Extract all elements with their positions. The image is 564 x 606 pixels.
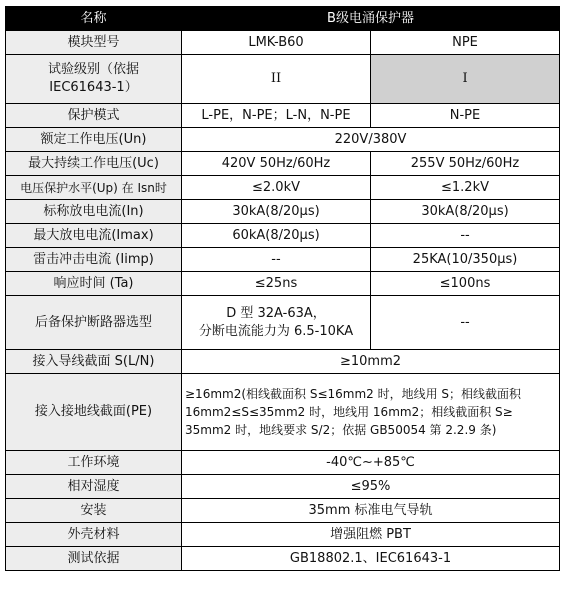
row-label-line: 试验级别（依据: [47, 62, 139, 77]
row-label: 接入导线截面 S(L/N): [6, 350, 182, 374]
value-merged: 增强阻燃 PBT: [182, 523, 560, 547]
row-label: 最大放电电流(Imax): [6, 224, 182, 248]
value-a: ≤2.0kV: [182, 176, 371, 200]
value-b: --: [371, 296, 560, 350]
value-b: --: [371, 224, 560, 248]
value-a-line: D 型 32A-63A，: [226, 305, 326, 321]
value-a: L-PE，N-PE；L-N，N-PE: [182, 104, 371, 128]
table-row: [6, 350, 560, 374]
value-merged: 220V/380V: [182, 128, 560, 152]
row-label: 额定工作电压(Un): [6, 128, 182, 152]
table-row: [6, 224, 560, 248]
value-b: ≤1.2kV: [371, 176, 560, 200]
row-label: 最大持续工作电压(Uc): [6, 152, 182, 176]
row-label: 相对湿度: [6, 475, 182, 499]
value-a: LMK-B60: [182, 31, 371, 55]
table-row: [6, 523, 560, 547]
row-label: 外壳材料: [6, 523, 182, 547]
table-row: [6, 374, 560, 451]
value-a: II: [182, 55, 371, 104]
value-a: 30kA(8/20μs): [182, 200, 371, 224]
row-label: 接入接地线截面(PE): [6, 374, 182, 451]
value-b: 30kA(8/20μs): [371, 200, 560, 224]
value-b: 255V 50Hz/60Hz: [371, 152, 560, 176]
value-b: ≤100ns: [371, 272, 560, 296]
value-a: ≤25ns: [182, 272, 371, 296]
table-row: [6, 176, 560, 200]
value-a: 420V 50Hz/60Hz: [182, 152, 371, 176]
value-b: 25KA(10/350μs): [371, 248, 560, 272]
row-label: 安装: [6, 499, 182, 523]
header-name: 名称: [6, 7, 182, 31]
table-row: [6, 272, 560, 296]
row-label: 标称放电电流(In): [6, 200, 182, 224]
value-b: NPE: [371, 31, 560, 55]
row-label: [6, 55, 182, 104]
table-row: [6, 152, 560, 176]
value-merged: -40℃~+85℃: [182, 451, 560, 475]
value-b: I: [371, 55, 560, 104]
table-row: [6, 475, 560, 499]
header-product: B级电涌保护器: [182, 7, 560, 31]
value-a-line: 分断电流能力为 6.5-10KA: [198, 323, 354, 339]
row-label: 测试依据: [6, 547, 182, 571]
value-merged: ≥10mm2: [182, 350, 560, 374]
table-row: [6, 55, 560, 104]
value-b: N-PE: [371, 104, 560, 128]
row-label: 后备保护断路器选型: [6, 296, 182, 350]
value-a: 60kA(8/20μs): [182, 224, 371, 248]
table-header-row: [6, 7, 560, 31]
row-label: 工作环境: [6, 451, 182, 475]
table-row: [6, 31, 560, 55]
table-row: [6, 451, 560, 475]
table-row: [6, 248, 560, 272]
table-row: [6, 499, 560, 523]
row-label-line: IEC61643-1）: [49, 80, 138, 95]
row-label: 模块型号: [6, 31, 182, 55]
table-row: [6, 128, 560, 152]
row-label: 雷击冲击电流 (Iimp): [6, 248, 182, 272]
spec-table: [5, 6, 560, 571]
row-label: 电压保护水平(Up) 在 Isn时: [6, 176, 182, 200]
row-label: 响应时间 (Ta): [6, 272, 182, 296]
value-merged: 35mm 标准电气导轨: [182, 499, 560, 523]
table-row: [6, 200, 560, 224]
value-merged: ≥16mm2(相线截面积 S≤16mm2 时，地线用 S；相线截面积 16mm2≤S≤35mm2 时，地线用 16mm2；相线截面积 S≥ 35mm2 时，地线要求 S/2；依据 GB50054 第 2.2.9 条): [182, 374, 560, 451]
table-row: [6, 104, 560, 128]
value-merged: ≤95%: [182, 475, 560, 499]
value-a: [182, 296, 371, 350]
table-row: [6, 547, 560, 571]
table-row: [6, 296, 560, 350]
value-merged: GB18802.1、IEC61643-1: [182, 547, 560, 571]
row-label: 保护模式: [6, 104, 182, 128]
value-a: --: [182, 248, 371, 272]
